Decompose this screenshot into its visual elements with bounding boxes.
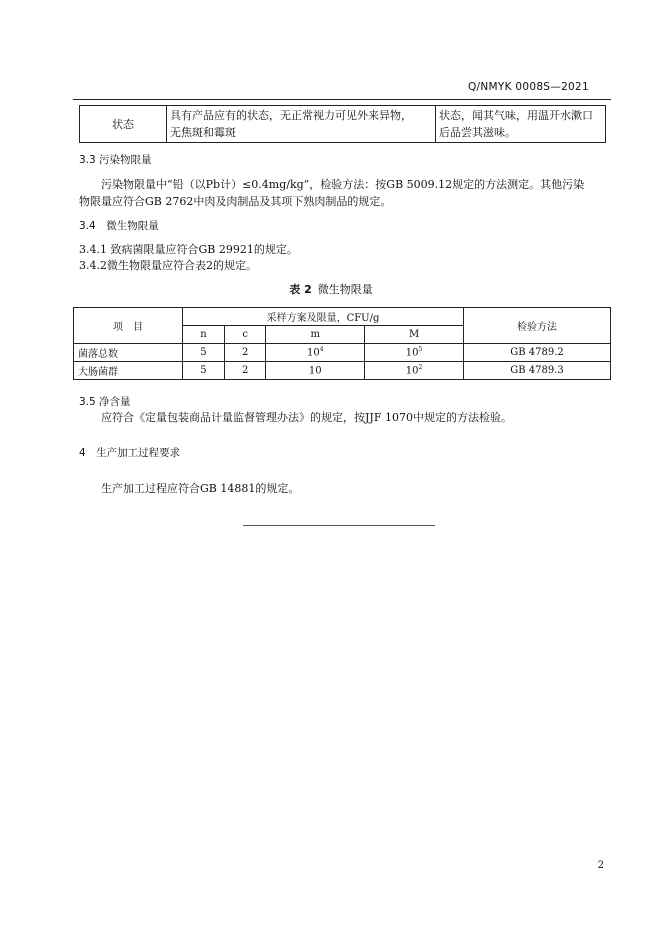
table-cell-requirement [167, 106, 436, 143]
clause-3-4-2: 3.4.2微生物限量应符合表2的规定。 [79, 259, 257, 272]
table-caption-label: 表 2 [289, 283, 312, 296]
cell-c: 2 [224, 362, 265, 380]
requirement-line: 具有产品应有的状态，无正常视力可见外来异物， [170, 109, 412, 122]
cell-c: 2 [224, 344, 265, 362]
sensory-requirements-table [79, 105, 606, 143]
method-line: 状态，闻其气味，用温开水漱口 [439, 109, 593, 122]
header-n: n [183, 326, 225, 344]
cell-M [365, 362, 464, 380]
table-caption-title: 微生物限量 [317, 283, 373, 296]
cell-M-exponent: 2 [418, 364, 423, 372]
table-header-row [74, 308, 611, 326]
header-m: m [266, 326, 365, 344]
requirement-line: 无焦斑和霉斑 [170, 126, 236, 139]
table-cell-method [436, 106, 606, 143]
table-cell-item: 状态 [80, 106, 167, 143]
header-test-method: 检验方法 [464, 308, 611, 344]
section-heading-3-5: 3.5 净含量 [79, 396, 131, 408]
cell-method: GB 4789.2 [464, 344, 611, 362]
table-row [74, 344, 611, 362]
cell-n: 5 [183, 362, 225, 380]
cell-name: 大肠菌群 [74, 362, 183, 380]
header-rule [73, 99, 611, 100]
cell-M-exponent: 5 [418, 346, 423, 354]
cell-name: 菌落总数 [74, 344, 183, 362]
microbial-limits-table [73, 307, 611, 380]
cell-M [365, 344, 464, 362]
table-row [80, 106, 606, 143]
section-heading-4: 4 生产加工过程要求 [79, 447, 181, 459]
table-caption [0, 281, 662, 297]
paragraph-line: 物限量应符合GB 2762中肉及肉制品及其项下熟肉制品的规定。 [79, 195, 392, 208]
header-c: c [224, 326, 265, 344]
header-M: M [365, 326, 464, 344]
header-sampling-plan: 采样方案及限量，CFU/g [183, 308, 464, 326]
paragraph-line: 污染物限量中“铅（以Pb计）≤0.4mg/kg”，检验方法：按GB 5009.12规定的方法测定。其他污染 [101, 178, 585, 191]
cell-n: 5 [183, 344, 225, 362]
cell-m-base: 10 [306, 347, 320, 359]
paragraph-line: 应符合《定量包装商品计量监督管理办法》的规定，按JJF 1070中规定的方法检验。 [101, 411, 512, 424]
table-row [74, 362, 611, 380]
clause-3-4-1: 3.4.1 致病菌限量应符合GB 29921的规定。 [79, 243, 298, 256]
end-rule [243, 525, 435, 526]
cell-m [266, 344, 365, 362]
cell-m-base: 10 [308, 365, 322, 377]
page-number: 2 [597, 860, 604, 871]
paragraph-line: 生产加工过程应符合GB 14881的规定。 [101, 482, 300, 495]
method-line: 后品尝其滋味。 [439, 126, 516, 139]
cell-M-base: 10 [405, 347, 419, 359]
cell-M-base: 10 [405, 365, 419, 377]
cell-m [266, 362, 365, 380]
document-code: Q/NMYK 0008S—2021 [467, 81, 589, 93]
cell-m-exponent: 4 [319, 346, 324, 354]
section-heading-3-3: 3.3 污染物限量 [79, 154, 152, 166]
section-heading-3-4: 3.4 微生物限量 [79, 220, 159, 232]
header-item: 项 目 [74, 308, 183, 344]
cell-method: GB 4789.3 [464, 362, 611, 380]
